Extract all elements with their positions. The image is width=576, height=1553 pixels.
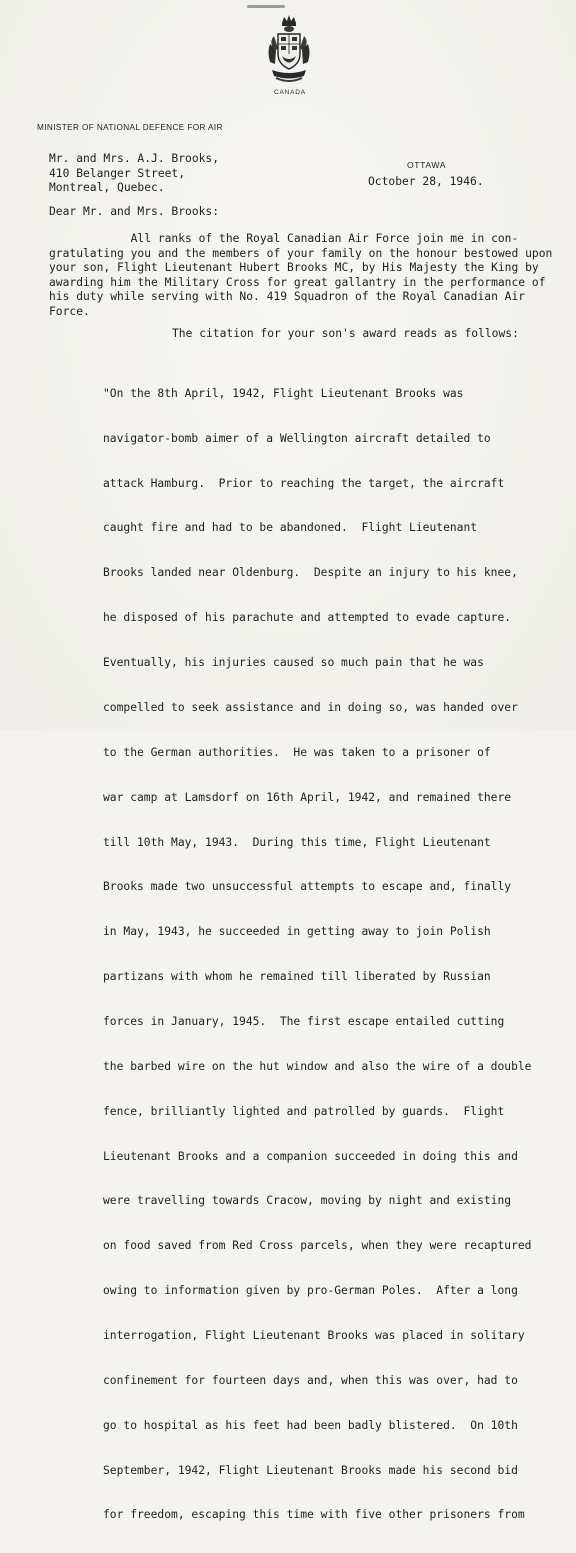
citation-line: interrogation, Flight Lieutenant Brooks was placed in solitary	[103, 1328, 525, 1342]
place-label: OTTAWA	[407, 160, 447, 170]
citation-line: "On the 8th April, 1942, Flight Lieutenant Brooks was	[103, 386, 464, 400]
paper-clip-mark	[247, 5, 285, 8]
citation-line: Brooks made two unsuccessful attempts to escape and, finally	[103, 880, 512, 894]
citation-line: Brooks landed near Oldenburg. Despite an injury to his knee,	[103, 566, 518, 580]
citation-line: go to hospital as his feet had been badly blistered. On 10th	[103, 1418, 518, 1432]
citation-line: caught fire and had to be abandoned. Flight Lieutenant	[103, 521, 478, 535]
citation-line: Eventually, his injuries caused so much pain that he was	[103, 656, 484, 670]
body-line: gratulating you and the members of your family on the honour bestowed upon	[49, 246, 553, 260]
citation-line: for freedom, escaping this time with five other prisoners from	[103, 1508, 525, 1522]
coat-of-arms-icon	[264, 14, 314, 86]
salutation: Dear Mr. and Mrs. Brooks:	[49, 205, 220, 218]
recipient-line: Montreal, Quebec.	[49, 181, 165, 195]
citation-line: to the German authorities. He was taken to a prisoner of	[103, 745, 491, 759]
recipient-line: Mr. and Mrs. A.J. Brooks,	[49, 152, 220, 165]
citation-line: till 10th May, 1943. During this time, Flight Lieutenant	[103, 835, 491, 849]
citation-line: attack Hamburg. Prior to reaching the target, the aircraft	[103, 476, 505, 490]
citation-line: on food saved from Red Cross parcels, when they were recaptured	[103, 1239, 532, 1253]
recipient-line: 410 Belanger Street,	[49, 166, 186, 180]
body-line: Force.	[49, 304, 90, 318]
body-line: All ranks of the Royal Canadian Air Force join me in con-	[49, 232, 519, 245]
citation-line: war camp at Lamsdorf on 16th April, 1942, and remained there	[103, 790, 512, 804]
citation-line: September, 1942, Flight Lieutenant Brooks made his second bid	[103, 1463, 518, 1477]
citation-text	[103, 357, 568, 1553]
body-line: his duty while serving with No. 419 Squadron of the Royal Canadian Air	[49, 290, 526, 303]
citation-line: compelled to seek assistance and in doing so, was handed over	[103, 700, 518, 714]
citation-line: navigator-bomb aimer of a Wellington aircraft detailed to	[103, 431, 491, 445]
citation-line: he disposed of his parachute and attempted to evade capture.	[103, 611, 512, 625]
citation-line: fence, brilliantly lighted and patrolled by guards. Flight	[103, 1104, 505, 1118]
citation-line: owing to information given by pro-German Poles. After a long	[103, 1284, 518, 1298]
letterhead-office: MINISTER OF NATIONAL DEFENCE FOR AIR	[37, 123, 223, 132]
citation-line: in May, 1943, he succeeded in getting away to join Polish	[103, 925, 491, 939]
body-line: your son, Flight Lieutenant Hubert Brooks MC, by His Majesty the King by	[49, 261, 539, 274]
citation-line: the barbed wire on the hut window and also the wire of a double	[103, 1059, 532, 1073]
letter-date: October 28, 1946.	[368, 175, 484, 188]
citation-intro: The citation for your son's award reads as follows:	[172, 327, 519, 340]
citation-line: Lieutenant Brooks and a companion succeeded in doing this and	[103, 1149, 518, 1163]
body-paragraph	[49, 232, 569, 319]
citation-line: were travelling towards Cracow, moving by night and existing	[103, 1194, 512, 1208]
recipient-address	[49, 152, 219, 196]
body-line: awarding him the Military Cross for great gallantry in the performance of	[49, 275, 546, 289]
citation-line: partizans with whom he remained till liberated by Russian	[103, 970, 491, 984]
letterhead-country: CANADA	[274, 89, 306, 96]
citation-line: forces in January, 1945. The first escape entailed cutting	[103, 1014, 505, 1028]
citation-line: confinement for fourteen days and, when this was over, had to	[103, 1373, 518, 1387]
